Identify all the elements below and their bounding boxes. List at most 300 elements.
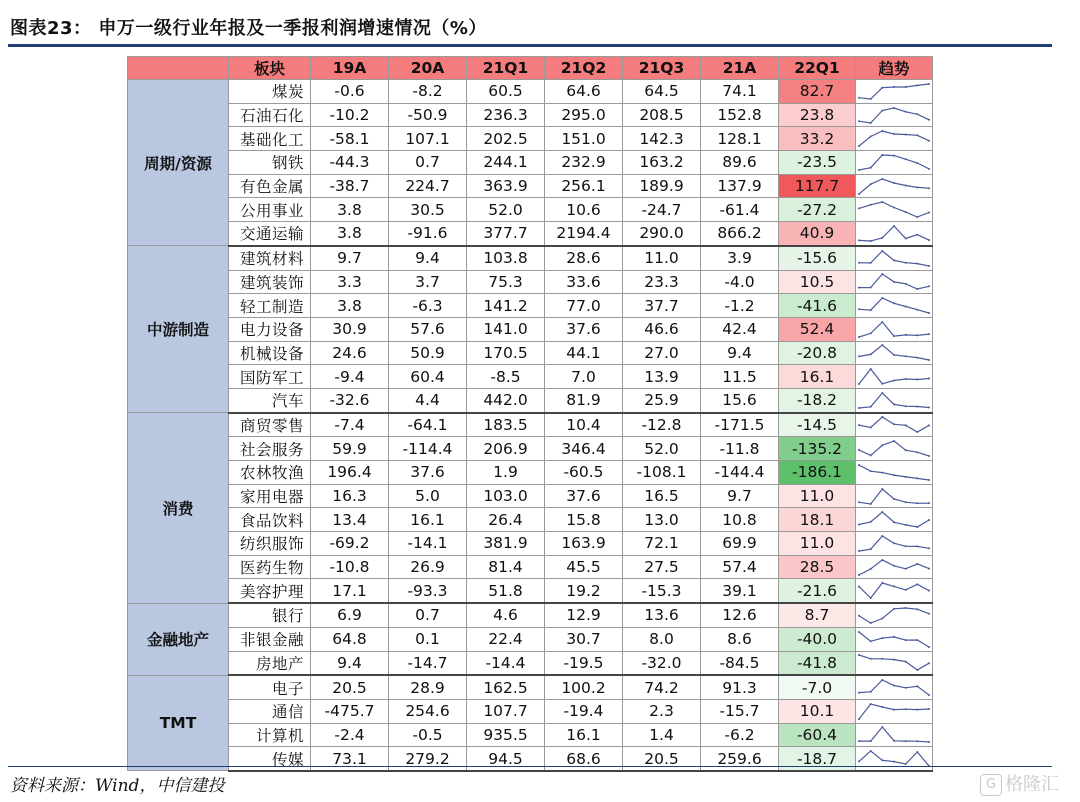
table-row — [128, 699, 933, 723]
value-cell: 64.6 — [545, 80, 623, 104]
trend-point — [870, 167, 872, 169]
trend-point — [905, 110, 907, 112]
value-cell: 866.2 — [701, 222, 779, 246]
trend-point — [916, 751, 918, 753]
trend-line — [859, 441, 929, 456]
value-cell: 10.6 — [545, 198, 623, 222]
industry-name: 美容护理 — [229, 579, 311, 603]
trend-point — [916, 357, 918, 359]
table-row — [128, 675, 933, 699]
value-cell: 81.9 — [545, 388, 623, 412]
trend-sparkline — [856, 462, 932, 483]
trend-point — [928, 741, 930, 743]
trend-point — [928, 406, 930, 408]
trend-point — [893, 474, 895, 476]
trend-point — [916, 741, 918, 743]
trend-line — [859, 680, 929, 695]
trend-point — [893, 354, 895, 356]
trend-point — [916, 216, 918, 218]
trend-line — [859, 369, 929, 384]
table-row — [128, 508, 933, 532]
trend-point — [928, 83, 930, 85]
trend-point — [893, 498, 895, 500]
value-cell: 13.6 — [623, 603, 701, 627]
table-row — [128, 651, 933, 675]
trend-point — [916, 234, 918, 236]
trend-point — [916, 309, 918, 311]
industry-name: 通信 — [229, 699, 311, 723]
source-rule — [8, 766, 1052, 767]
value-cell: 64.5 — [623, 80, 701, 104]
value-cell: 5.0 — [389, 484, 467, 508]
value-cell: -14.1 — [389, 532, 467, 556]
trend-cell — [856, 246, 933, 270]
value-cell: -14.4 — [467, 651, 545, 675]
trend-cell — [856, 627, 933, 651]
trend-point — [905, 237, 907, 239]
trend-point — [870, 183, 872, 185]
value-cell-22q1: -27.2 — [779, 198, 856, 222]
value-cell: 16.1 — [389, 508, 467, 532]
value-cell: 25.9 — [623, 388, 701, 412]
value-cell-22q1: -40.0 — [779, 627, 856, 651]
trend-point — [870, 741, 872, 743]
trend-point — [916, 477, 918, 479]
value-cell: 170.5 — [467, 341, 545, 365]
value-cell: 37.6 — [545, 484, 623, 508]
trend-sparkline — [856, 105, 932, 126]
trend-point — [870, 427, 872, 429]
value-cell: 12.6 — [701, 603, 779, 627]
value-cell: -11.8 — [701, 437, 779, 461]
trend-point — [928, 694, 930, 696]
trend-point — [858, 120, 860, 122]
trend-point — [928, 547, 930, 549]
trend-sparkline — [856, 580, 932, 601]
value-cell: -14.7 — [389, 651, 467, 675]
industry-name: 钢铁 — [229, 151, 311, 175]
trend-sparkline — [856, 366, 932, 387]
value-cell: 75.3 — [467, 270, 545, 294]
value-cell: 13.9 — [623, 365, 701, 389]
trend-point — [881, 321, 883, 323]
value-cell: 68.6 — [545, 747, 623, 771]
trend-line — [859, 202, 929, 217]
header-22q1: 22Q1 — [779, 57, 856, 80]
trend-point — [881, 658, 883, 660]
trend-point — [870, 240, 872, 242]
sector-group-label: 中游制造 — [128, 246, 229, 413]
trend-point — [881, 535, 883, 537]
industry-name: 建筑材料 — [229, 246, 311, 270]
value-cell: 69.9 — [701, 532, 779, 556]
trend-point — [893, 542, 895, 544]
value-cell: 8.0 — [623, 627, 701, 651]
trend-point — [916, 162, 918, 164]
trend-cell — [856, 747, 933, 771]
value-cell: 183.5 — [467, 413, 545, 437]
trend-point — [870, 658, 872, 660]
trend-line — [859, 465, 929, 480]
value-cell: 4.4 — [389, 388, 467, 412]
value-cell: 24.6 — [311, 341, 389, 365]
value-cell: -60.5 — [545, 461, 623, 485]
trend-point — [870, 98, 872, 100]
trend-cell — [856, 80, 933, 104]
trend-point — [905, 708, 907, 710]
trend-sparkline — [856, 605, 932, 626]
trend-line — [859, 608, 929, 623]
trend-line — [859, 322, 929, 337]
value-cell-22q1: 11.0 — [779, 532, 856, 556]
value-cell: 10.4 — [545, 413, 623, 437]
value-cell: 42.4 — [701, 317, 779, 341]
value-cell: -69.2 — [311, 532, 389, 556]
value-cell: 72.1 — [623, 532, 701, 556]
value-cell: 16.5 — [623, 484, 701, 508]
table-row — [128, 222, 933, 246]
value-cell: 1.9 — [467, 461, 545, 485]
value-cell: 57.4 — [701, 555, 779, 579]
header-21q1: 21Q1 — [467, 57, 545, 80]
table-row — [128, 413, 933, 437]
value-cell: 256.1 — [545, 174, 623, 198]
trend-cell — [856, 532, 933, 556]
value-cell: 254.6 — [389, 699, 467, 723]
source-note: 资料来源：Wind，中信建投 — [10, 776, 225, 796]
value-cell: 8.6 — [701, 627, 779, 651]
trend-point — [928, 502, 930, 504]
trend-sparkline — [856, 319, 932, 340]
trend-point — [881, 679, 883, 681]
trend-point — [881, 392, 883, 394]
trend-point — [881, 383, 883, 385]
trend-point — [893, 259, 895, 261]
trend-point — [905, 763, 907, 765]
value-cell: -19.5 — [545, 651, 623, 675]
value-cell: 22.4 — [467, 627, 545, 651]
table-row — [128, 270, 933, 294]
trend-point — [870, 287, 872, 289]
trend-cell — [856, 508, 933, 532]
trend-line — [859, 704, 929, 719]
trend-point — [905, 158, 907, 160]
value-cell-22q1: 52.4 — [779, 317, 856, 341]
trend-point — [928, 239, 930, 241]
table-row — [128, 294, 933, 318]
trend-point — [905, 741, 907, 743]
industry-name: 社会服务 — [229, 437, 311, 461]
trend-sparkline — [856, 557, 932, 578]
value-cell: 26.4 — [467, 508, 545, 532]
trend-point — [893, 302, 895, 304]
trend-point — [881, 759, 883, 761]
trend-point — [916, 334, 918, 336]
value-cell: 141.2 — [467, 294, 545, 318]
value-cell: -19.4 — [545, 699, 623, 723]
value-cell: -10.2 — [311, 103, 389, 127]
trend-point — [916, 262, 918, 264]
trend-point — [905, 283, 907, 285]
value-cell: -50.9 — [389, 103, 467, 127]
value-cell: 81.4 — [467, 555, 545, 579]
value-cell: 935.5 — [467, 723, 545, 747]
trend-point — [893, 636, 895, 638]
industry-name: 传媒 — [229, 747, 311, 771]
trend-point — [870, 691, 872, 693]
trend-point — [893, 659, 895, 661]
sector-group-label: 金融地产 — [128, 603, 229, 675]
value-cell: 290.0 — [623, 222, 701, 246]
value-cell: 3.9 — [701, 246, 779, 270]
trend-cell — [856, 151, 933, 175]
sector-group-label: 消费 — [128, 413, 229, 604]
industry-name: 公用事业 — [229, 198, 311, 222]
trend-point — [893, 182, 895, 184]
trend-cell — [856, 270, 933, 294]
value-cell: -15.3 — [623, 579, 701, 603]
value-cell: -7.4 — [311, 413, 389, 437]
value-cell: 163.2 — [623, 151, 701, 175]
trend-point — [916, 669, 918, 671]
value-cell: 11.0 — [623, 246, 701, 270]
trend-sparkline — [856, 486, 932, 507]
value-cell: 51.8 — [467, 579, 545, 603]
figure-title: 图表23： 申万一级行业年报及一季报利润增速情况（%） — [10, 18, 487, 39]
value-cell-22q1: -23.5 — [779, 151, 856, 175]
trend-point — [858, 383, 860, 385]
value-cell: -9.4 — [311, 365, 389, 389]
trend-point — [858, 169, 860, 171]
trend-cell — [856, 484, 933, 508]
value-cell: 4.6 — [467, 603, 545, 627]
trend-point — [858, 501, 860, 503]
trend-point — [916, 685, 918, 687]
trend-point — [928, 265, 930, 267]
trend-cell — [856, 579, 933, 603]
trend-point — [928, 333, 930, 335]
trend-point — [905, 211, 907, 213]
trend-point — [870, 455, 872, 457]
value-cell-22q1: 82.7 — [779, 80, 856, 104]
trend-point — [858, 308, 860, 310]
value-cell: 363.9 — [467, 174, 545, 198]
trend-point — [905, 378, 907, 380]
trend-point — [893, 281, 895, 283]
value-cell: -15.7 — [701, 699, 779, 723]
trend-point — [928, 646, 930, 648]
trend-point — [928, 455, 930, 457]
trend-point — [905, 567, 907, 569]
trend-point — [870, 503, 872, 505]
trend-point — [858, 356, 860, 358]
value-cell-22q1: 33.2 — [779, 127, 856, 151]
value-cell: 27.5 — [623, 555, 701, 579]
trend-point — [870, 332, 872, 334]
trend-point — [881, 201, 883, 203]
trend-cell — [856, 413, 933, 437]
value-cell: 9.4 — [701, 341, 779, 365]
value-cell: -4.0 — [701, 270, 779, 294]
trend-point — [928, 378, 930, 380]
value-cell-22q1: 28.5 — [779, 555, 856, 579]
trend-point — [870, 622, 872, 624]
industry-name: 纺织服饰 — [229, 532, 311, 556]
trend-point — [858, 193, 860, 195]
value-cell: 128.1 — [701, 127, 779, 151]
trend-point — [905, 425, 907, 427]
trend-point — [905, 639, 907, 641]
trend-point — [916, 639, 918, 641]
value-cell: 74.2 — [623, 675, 701, 699]
trend-point — [881, 109, 883, 111]
trend-sparkline — [856, 701, 932, 722]
industry-name: 非银金融 — [229, 627, 311, 651]
trend-point — [905, 334, 907, 336]
value-cell-22q1: 10.1 — [779, 699, 856, 723]
value-cell: -1.2 — [701, 294, 779, 318]
trend-point — [893, 440, 895, 442]
trend-point — [928, 567, 930, 569]
trend-sparkline — [856, 677, 932, 698]
industry-name: 食品饮料 — [229, 508, 311, 532]
value-cell: 12.9 — [545, 603, 623, 627]
trend-point — [881, 511, 883, 513]
trend-cell — [856, 365, 933, 389]
value-cell-22q1: 40.9 — [779, 222, 856, 246]
trend-point — [916, 288, 918, 290]
trend-line — [859, 179, 929, 194]
value-cell: 3.8 — [311, 198, 389, 222]
value-cell: 33.6 — [545, 270, 623, 294]
value-cell: 13.0 — [623, 508, 701, 532]
value-cell: 57.6 — [389, 317, 467, 341]
value-cell: 279.2 — [389, 747, 467, 771]
value-cell: -0.6 — [311, 80, 389, 104]
trend-point — [870, 640, 872, 642]
table-row — [128, 627, 933, 651]
trend-point — [881, 273, 883, 275]
value-cell: -2.4 — [311, 723, 389, 747]
value-cell: 30.5 — [389, 198, 467, 222]
value-cell: 107.1 — [389, 127, 467, 151]
trend-point — [881, 582, 883, 584]
value-cell-22q1: 18.1 — [779, 508, 856, 532]
value-cell: 224.7 — [389, 174, 467, 198]
trend-cell — [856, 555, 933, 579]
value-cell: 10.8 — [701, 508, 779, 532]
trend-line — [859, 345, 929, 360]
trend-point — [858, 464, 860, 466]
trend-point — [858, 741, 860, 743]
trend-point — [858, 760, 860, 762]
trend-point — [881, 344, 883, 346]
table-row — [128, 80, 933, 104]
value-cell: 37.7 — [623, 294, 701, 318]
value-cell: 77.0 — [545, 294, 623, 318]
profit-growth-table — [127, 56, 933, 772]
table-row — [128, 484, 933, 508]
industry-name: 电子 — [229, 675, 311, 699]
trend-point — [881, 471, 883, 473]
value-cell: 295.0 — [545, 103, 623, 127]
trend-point — [905, 545, 907, 547]
value-cell: 46.6 — [623, 317, 701, 341]
trend-line — [859, 393, 929, 408]
trend-point — [881, 154, 883, 156]
value-cell-22q1: -18.7 — [779, 747, 856, 771]
value-cell: 13.4 — [311, 508, 389, 532]
industry-name: 电力设备 — [229, 317, 311, 341]
table-row — [128, 151, 933, 175]
value-cell: -6.2 — [701, 723, 779, 747]
trend-point — [916, 526, 918, 528]
trend-point — [916, 708, 918, 710]
value-cell: 20.5 — [623, 747, 701, 771]
trend-point — [870, 567, 872, 569]
value-cell: 163.9 — [545, 532, 623, 556]
value-cell: 208.5 — [623, 103, 701, 127]
value-cell: 44.1 — [545, 341, 623, 365]
header-row — [128, 57, 933, 80]
trend-point — [905, 134, 907, 136]
sector-group-label: TMT — [128, 675, 229, 771]
trend-point — [870, 354, 872, 356]
trend-point — [881, 637, 883, 639]
table-row — [128, 723, 933, 747]
trend-sparkline — [856, 176, 932, 197]
trend-point — [858, 654, 860, 656]
trend-line — [859, 489, 929, 504]
trend-point — [858, 574, 860, 576]
trend-point — [858, 718, 860, 720]
table-row — [128, 365, 933, 389]
trend-cell — [856, 198, 933, 222]
value-cell: 45.5 — [545, 555, 623, 579]
trend-point — [916, 379, 918, 381]
trend-point — [905, 524, 907, 526]
trend-point — [870, 136, 872, 138]
trend-point — [893, 608, 895, 610]
trend-point — [870, 406, 872, 408]
value-cell: 28.9 — [389, 675, 467, 699]
trend-point — [905, 86, 907, 88]
trend-point — [881, 250, 883, 252]
trend-point — [905, 405, 907, 407]
value-cell: 28.6 — [545, 246, 623, 270]
table-row — [128, 532, 933, 556]
value-cell: 27.0 — [623, 341, 701, 365]
table-row — [128, 174, 933, 198]
table-row — [128, 579, 933, 603]
trend-point — [905, 476, 907, 478]
trend-point — [893, 86, 895, 88]
trend-point — [928, 212, 930, 214]
value-cell: -108.1 — [623, 461, 701, 485]
trend-cell — [856, 675, 933, 699]
trend-line — [859, 751, 929, 766]
value-cell: 52.0 — [623, 437, 701, 461]
value-cell: 39.1 — [701, 579, 779, 603]
trend-point — [916, 113, 918, 115]
trend-point — [858, 287, 860, 289]
value-cell: 23.3 — [623, 270, 701, 294]
trend-point — [858, 550, 860, 552]
value-cell: 244.1 — [467, 151, 545, 175]
table-body — [128, 80, 933, 771]
value-cell-22q1: -186.1 — [779, 461, 856, 485]
trend-point — [893, 335, 895, 337]
